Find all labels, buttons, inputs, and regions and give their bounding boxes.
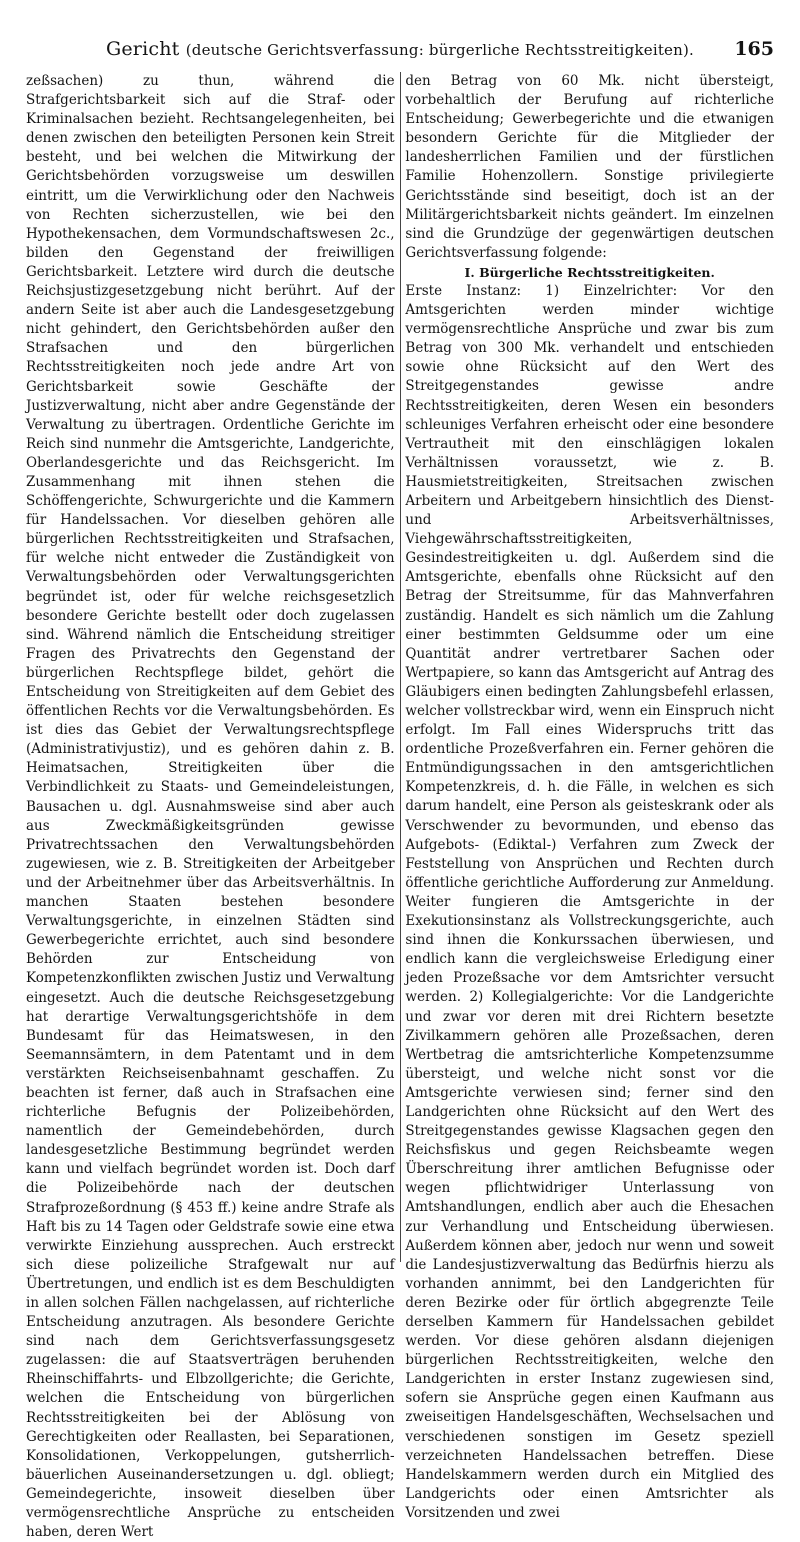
right-column (405, 72, 774, 1521)
section-heading: I. Bürgerliche Rechtsstreitigkeiten. (464, 264, 715, 280)
right-column-intro: den Betrag von 60 Mk. nicht übersteigt, vorbehaltlich der Berufung auf richterliche Entscheidung; Gewerbegerichte und die etwanigen besondern Gerichte für die Mitglieder der landesherrlichen Familien und der fürstlichen Familie Hohenzollern. Sonstige privilegierte Gerichtsstände sind beseitigt, doch ist an der Militärgerichtsbarkeit nichts geändert. Im einzelnen sind die Grundzüge der gegenwärtigen deutschen Gerichtsverfassung folgende: (405, 73, 774, 261)
page-number: 165 (734, 38, 774, 60)
running-title (26, 38, 774, 60)
column-rule (395, 72, 406, 1262)
running-title-main: Gericht (105, 38, 180, 60)
text-columns (26, 72, 774, 1541)
right-column-body: Erste Instanz: 1) Einzelrichter: Vor den Amtsgerichten werden minder wichtige vermögensrechtliche Ansprüche und zwar bis zum Betrag von 300 Mk. verhandelt und entschieden sowie ohne Rücksicht auf den Wert des Streitgegenstandes gewisse andre Rechtsstreitigkeiten, deren Wesen ein besonders schleuniges Verfahren erheischt oder eine besondere Vertrautheit mit den einschlägigen lokalen Verhältnissen voraussetzt, wie z. B. Hausmietstreitigkeiten, Streitsachen zwischen Arbeitern und Arbeitgebern hinsichtlich des Dienst- und Arbeitsverhältnisses, Viehgewährschaftsstreitigkeiten, Gesindestreitigkeiten u. dgl. Außerdem sind die Amtsgerichte, ebenfalls ohne Rücksicht auf den Betrag der Streitsumme, für das Mahnverfahren zuständig. Handelt es sich nämlich um die Zahlung einer bestimmten Geldsumme oder um eine Quantität andrer vertretbarer Sachen oder Wertpapiere, so kann das Amtsgericht auf Antrag des Gläubigers einen bedingten Zahlungsbefehl erlassen, welcher vollstreckbar wird, wenn ein Einspruch nicht erfolgt. Im Fall eines Widerspruchs tritt das ordentliche Prozeßverfahren ein. Ferner gehören die Entmündigungssachen in den amtsgerichtlichen Kompetenzkreis, d. h. die Fälle, in welchen es sich darum handelt, eine Person als geisteskrank oder als Verschwender zu bevormunden, und ebenso das Aufgebots- (Ediktal-) Verfahren zum Zweck der Feststellung von Ansprüchen und Rechten durch öffentliche gerichtliche Aufforderung zur Anmeldung. Weiter fungieren die Amtsgerichte in der Exekutionsinstanz als Vollstreckungsgerichte, auch sind ihnen die Konkurssachen überwiesen, und endlich kann die vergleichsweise Erledigung einer jeden Prozeßsache vor dem Amtsrichter versucht werden. 2) Kollegialgerichte: Vor die Landgerichte und zwar vor deren mit drei Richtern besetzte Zivilkammern gehören alle Prozeßsachen, deren Wertbetrag die amtsrichterliche Kompetenzsumme übersteigt, und welche nicht sonst vor die Amtsgerichte verwiesen sind; ferner sind den Landgerichten ohne Rücksicht auf den Wert des Streitgegenstandes gewisse Klagsachen gegen den Reichsfiskus und gegen Reichsbeamte wegen Überschreitung ihrer amtlichen Befugnisse oder wegen pflichtwidriger Unterlassung von Amtshandlungen, endlich aber auch die Ehesachen zur Verhandlung und Entscheidung überwiesen. Außerdem können aber, jedoch nur wenn und soweit die Landesjustizverwaltung das Bedürfnis hierzu als vorhanden annimmt, bei den Landgerichten für deren Bezirke oder für örtlich abgegrenzte Teile derselben Kammern für Handelssachen gebildet werden. Vor diese gehören alsdann diejenigen bürgerlichen Rechtsstreitigkeiten, welche den Landgerichten in erster Instanz zugewiesen sind, sofern sie Ansprüche gegen einen Kaufmann aus zweiseitigen Handelsgeschäften, Wechselsachen und verschiedenen sonstigen im Gesetz speziell verzeichneten Handelssachen betreffen. Diese Handelskammern werden durch ein Mitglied des Landgerichts oder einen Amtsrichter als Vorsitzenden und zwei (405, 282, 774, 1521)
page-header (26, 38, 774, 72)
left-column (26, 72, 395, 1541)
left-column-text: zeßsachen) zu thun, während die Strafgerichtsbarkeit sich auf die Straf- oder Kriminalsachen bezieht. Rechtsangelegenheiten, bei denen zwischen den beteiligten Personen kein Streit besteht, und bei welchen die Mitwirkung der Gerichtsbehörden vorzugsweise um deswillen eintritt, um die Verwirklichung oder den Nachweis von Rechten sicherzustellen, wie bei den Hypothekensachen, dem Vormundschaftswesen 2c., bilden den Gegenstand der freiwilligen Gerichtsbarkeit. Letztere wird durch die deutsche Reichsjustizgesetzgebung nicht berührt. Auf der andern Seite ist aber auch die Landesgesetzgebung nicht gehindert, den Gerichtsbehörden außer den Strafsachen und den bürgerlichen Rechtsstreitigkeiten noch jede andre Art von Gerichtsbarkeit sowie Geschäfte der Justizverwaltung, nicht aber andre Gegenstände der Verwaltung zu übertragen. Ordentliche Gerichte im Reich sind nunmehr die Amtsgerichte, Landgerichte, Oberlandesgerichte und das Reichsgericht. Im Zusammenhang mit ihnen stehen die Schöffengerichte, Schwurgerichte und die Kammern für Handelssachen. Vor dieselben gehören alle bürgerlichen Rechtsstreitigkeiten und Strafsachen, für welche nicht entweder die Zuständigkeit von Verwaltungsbehörden oder Verwaltungsgerichten begründet ist, oder für welche reichsgesetzlich besondere Gerichte bestellt oder doch zugelassen sind. Während nämlich die Entscheidung streitiger Fragen des Privatrechts den Gegenstand der bürgerlichen Rechtspflege bildet, gehört die Entscheidung von Streitigkeiten auf dem Gebiet des öffentlichen Rechts vor die Verwaltungsbehörden. Es ist dies das Gebiet der Verwaltungsrechtspflege (Administrativjustiz), und es gehören dahin z. B. Heimatsachen, Streitigkeiten über die Verbindlichkeit zu Staats- und Gemeindeleistungen, Bausachen u. dgl. Ausnahmsweise sind aber auch aus Zweckmäßigkeitsgründen gewisse Privatrechtssachen den Verwaltungsbehörden zugewiesen, wie z. B. Streitigkeiten der Arbeitgeber und der Arbeitnehmer über das Arbeitsverhältnis. In manchen Staaten bestehen besondere Verwaltungsgerichte, in einzelnen Städten sind Gewerbegerichte errichtet, auch sind besondere Behörden zur Entscheidung von Kompetenzkonflikten zwischen Justiz und Verwaltung eingesetzt. Auch die deutsche Reichsgesetzgebung hat derartige Verwaltungsgerichtshöfe in dem Bundesamt für das Heimatswesen, in den Seemannsämtern, in dem Patentamt und in dem verstärkten Reichseisenbahnamt geschaffen. Zu beachten ist ferner, daß auch in Strafsachen eine richterliche Befugnis der Polizeibehörden, namentlich der Gemeindebehörden, durch landesgesetzliche Bestimmung begründet werden kann und vielfach begründet worden ist. Doch darf die Polizeibehörde nach der deutschen Strafprozeßordnung (§ 453 ff.) keine andre Strafe als Haft bis zu 14 Tagen oder Geldstrafe sowie eine etwa verwirkte Einziehung aussprechen. Auch erstreckt sich diese polizeiliche Strafgewalt nur auf Übertretungen, und endlich ist es dem Beschuldigten in allen solchen Fällen nachgelassen, auf richterliche Entscheidung anzutragen. Als besondere Gerichte sind nach dem Gerichtsverfassungsgesetz zugelassen: die auf Staatsverträgen beruhenden Rheinschiffahrts- und Elbzollgerichte; die Gerichte, welchen die Entscheidung von bürgerlichen Rechtsstreitigkeiten bei der Ablösung von Gerechtigkeiten oder Reallasten, bei Separationen, Konsolidationen, Verkoppelungen, gutsherrlich-bäuerlichen Auseinandersetzungen u. dgl. obliegt; Gemeindegerichte, insoweit dieselben über vermögensrechtliche Ansprüche zu entscheiden haben, deren Wert (26, 73, 395, 1541)
running-title-sub: (deutsche Gerichtsverfassung: bürgerliche Rechtsstreitigkeiten). (185, 41, 695, 59)
